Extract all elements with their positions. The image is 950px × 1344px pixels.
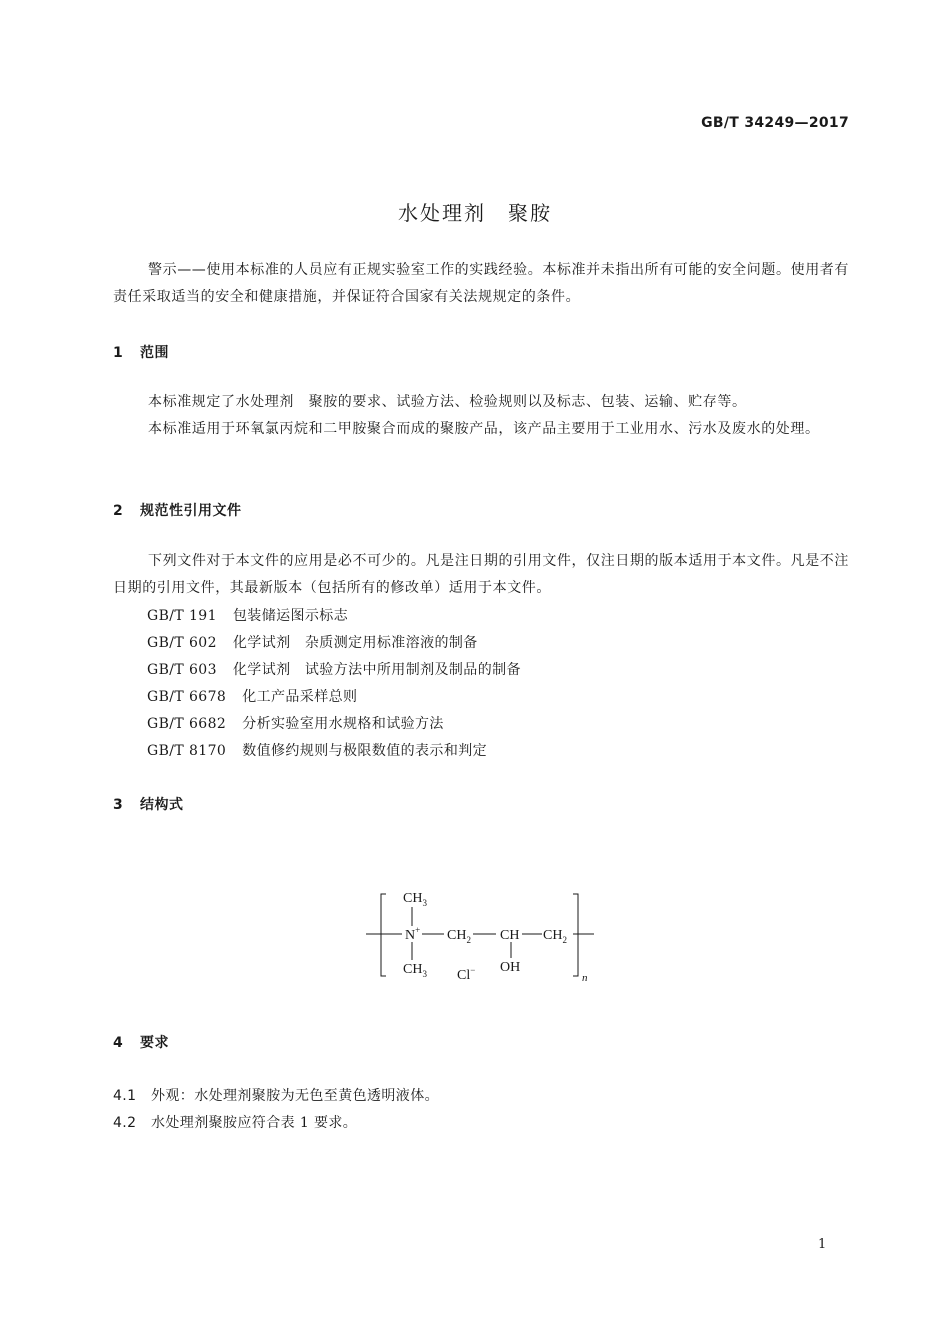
scope-paragraph-2: 本标准适用于环氧氯丙烷和二甲胺聚合而成的聚胺产品，该产品主要用于工业用水、污水及废水的处理。	[148, 421, 820, 437]
reference-title: 化工产品采样总则	[242, 689, 358, 705]
structural-formula-diagram	[360, 880, 600, 990]
methyl-top-label	[403, 891, 427, 908]
repeat-subscript	[582, 972, 588, 984]
reference-code: GB/T 6678	[147, 689, 227, 705]
reference-item	[147, 740, 487, 760]
reference-title: 分析实验室用水规格和试验方法	[242, 716, 444, 732]
clause-number: 4.1	[113, 1088, 137, 1104]
reference-code: GB/T 191	[147, 608, 217, 624]
reference-item	[147, 632, 478, 652]
page-number: 1	[818, 1237, 827, 1252]
chloride-label	[457, 965, 475, 983]
atom-count-subscript: 3	[422, 898, 427, 908]
reference-code: GB/T 8170	[147, 743, 227, 759]
scope-paragraph-1: 本标准规定了水处理剂 聚胺的要求、试验方法、检验规则以及标志、包装、运输、贮存等。	[148, 394, 747, 410]
methyl-bottom-label	[403, 962, 427, 979]
reference-code: GB/T 602	[147, 635, 217, 651]
charge-superscript: −	[470, 965, 476, 975]
section-heading-normative-references	[113, 500, 242, 520]
reference-code: GB/T 603	[147, 662, 217, 678]
clause-item	[113, 1112, 357, 1132]
reference-title: 化学试剂 试验方法中所用制剂及制品的制备	[232, 662, 521, 678]
section-title: 规范性引用文件	[140, 503, 242, 519]
clause-number: 4.2	[113, 1115, 137, 1131]
formula-text: OH	[500, 960, 521, 975]
document-title: 水处理剂 聚胺	[398, 201, 552, 225]
charge-superscript: +	[415, 925, 421, 935]
clause-text: 外观：水处理剂聚胺为无色至黄色透明液体。	[151, 1088, 439, 1104]
nitrogen-label	[405, 925, 420, 943]
section-number: 1	[113, 345, 124, 361]
atom-count-subscript: 2	[466, 935, 471, 945]
methylene-label-1	[447, 928, 471, 945]
right-bracket	[573, 894, 578, 976]
reference-item	[147, 605, 348, 625]
reference-item	[147, 686, 357, 706]
reference-title: 包装储运图示标志	[232, 608, 349, 624]
section-heading-scope	[113, 342, 169, 362]
reference-title: 数值修约规则与极限数值的表示和判定	[242, 743, 488, 759]
formula-text: CH	[500, 928, 520, 943]
reference-code: GB/T 6682	[147, 716, 227, 732]
methylene-label-2	[543, 928, 567, 945]
formula-text: CH	[543, 928, 563, 943]
formula-text: CH	[403, 962, 423, 977]
formula-text: CH	[403, 891, 423, 906]
section-title: 结构式	[140, 797, 184, 813]
reference-title: 化学试剂 杂质测定用标准溶液的制备	[232, 635, 478, 651]
reference-item	[147, 659, 521, 679]
atom-count-subscript: 3	[422, 969, 427, 979]
left-bracket	[381, 894, 386, 976]
warning-paragraph: 警示——使用本标准的人员应有正规实验室工作的实践经验。本标准并未指出所有可能的安全问题。使用者有责任采取适当的安全和健康措施，并保证符合国家有关法规规定的条件。	[113, 262, 849, 305]
clause-text: 水处理剂聚胺应符合表 1 要求。	[151, 1115, 358, 1131]
reference-item	[147, 713, 444, 733]
section-number: 4	[113, 1035, 124, 1051]
section-number: 3	[113, 797, 124, 813]
section-heading-structural-formula	[113, 794, 184, 814]
section-title: 范围	[140, 345, 169, 361]
hydroxyl-label	[500, 960, 520, 975]
methine-label	[500, 928, 519, 943]
section-number: 2	[113, 503, 124, 519]
references-intro: 下列文件对于本文件的应用是必不可少的。凡是注日期的引用文件，仅注日期的版本适用于本文件。凡是不注日期的引用文件，其最新版本（包括所有的修改单）适用于本文件。	[113, 553, 849, 596]
formula-text: CH	[447, 928, 467, 943]
atom-count-subscript: 2	[562, 935, 567, 945]
formula-text: n	[582, 972, 588, 984]
formula-text: Cl	[457, 968, 471, 983]
standard-code: GB/T 34249—2017	[701, 115, 849, 131]
section-heading-requirements	[113, 1032, 169, 1052]
clause-item	[113, 1085, 439, 1105]
section-title: 要求	[140, 1035, 169, 1051]
formula-text: N	[405, 928, 416, 943]
